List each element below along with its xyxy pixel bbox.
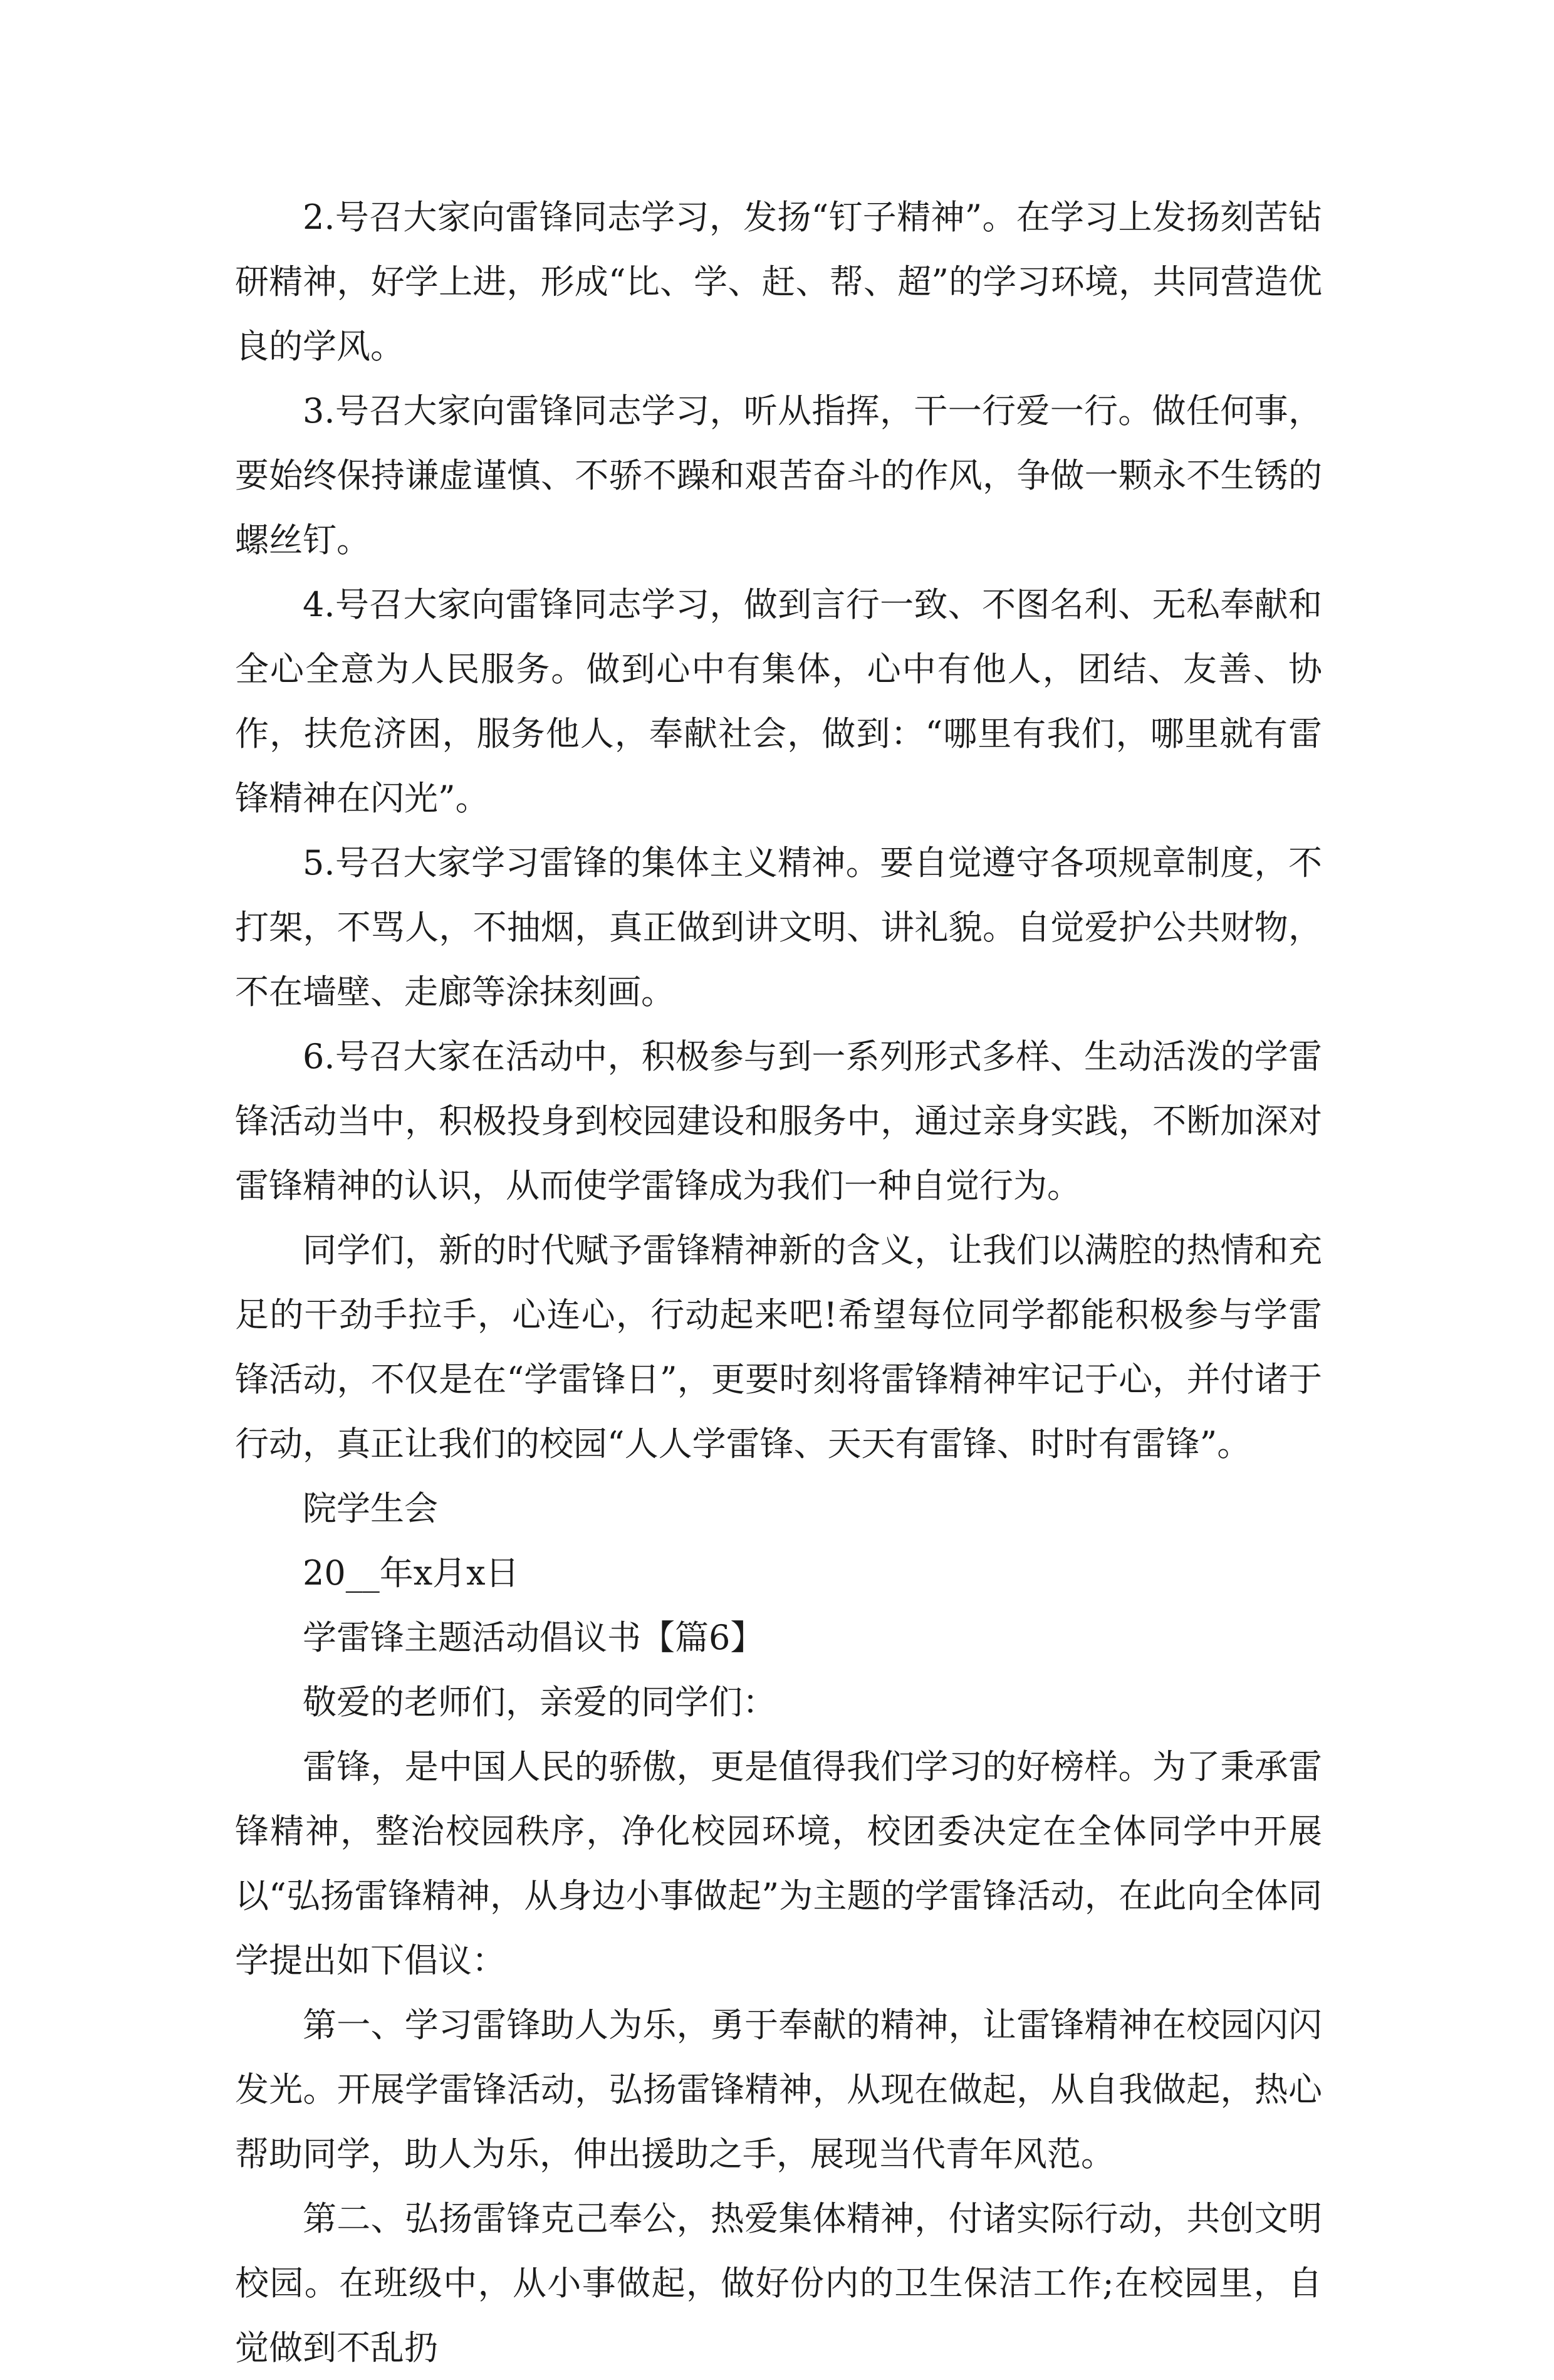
paragraph-item-2: 2.号召大家向雷锋同志学习，发扬“钉子精神”。在学习上发扬刻苦钻研精神，好学上进，形成“比、学、赶、帮、超”的学习环境，共同营造优良的学风。 [235, 197, 1322, 366]
signature-organization: 院学生会 [303, 1489, 438, 1528]
closing-paragraph: 同学们，新的时代赋予雷锋精神新的含义，让我们以满腔的热情和充足的干劲手拉手，心连心，行动起来吧!希望每位同学都能积极参与学雷锋活动，不仅是在“学雷锋日”，更要时刻将雷锋精神牢记于心，并付诸于行动，真正让我们的校园“人人学雷锋、天天有雷锋、时时有雷锋”。 [235, 1230, 1322, 1464]
proposal-second: 第二、弘扬雷锋克己奉公，热爱集体精神，付诸实际行动，共创文明校园。在班级中，从小事做起，做好份内的卫生保洁工作;在校园里，自觉做到不乱扔 [235, 2199, 1322, 2367]
paragraph-item-3: 3.号召大家向雷锋同志学习，听从指挥，干一行爱一行。做任何事，要始终保持谦虚谨慎、不骄不躁和艰苦奋斗的作风，争做一颗永不生锈的螺丝钉。 [235, 391, 1322, 560]
salutation: 敬爱的老师们，亲爱的同学们： [303, 1682, 776, 1722]
paragraph-item-5: 5.号召大家学习雷锋的集体主义精神。要自觉遵守各项规章制度，不打架，不骂人，不抽烟，真正做到讲文明、讲礼貌。自觉爱护公共财物，不在墙壁、走廊等涂抹刻画。 [235, 843, 1322, 1012]
proposal-first: 第一、学习雷锋助人为乐，勇于奉献的精神，让雷锋精神在校园闪闪发光。开展学雷锋活动，弘扬雷锋精神，从现在做起，从自我做起，热心帮助同学，助人为乐，伸出援助之手，展现当代青年风范。 [235, 2005, 1322, 2174]
paragraph-item-4: 4.号召大家向雷锋同志学习，做到言行一致、不图名利、无私奉献和全心全意为人民服务。做到心中有集体，心中有他人，团结、友善、协作，扶危济困，服务他人，奉献社会，做到：“哪里有我们，哪里就有雷锋精神在闪光”。 [235, 585, 1322, 818]
paragraph-item-6: 6.号召大家在活动中，积极参与到一系列形式多样、生动活泼的学雷锋活动当中，积极投身到校园建设和服务中，通过亲身实践，不断加深对雷锋精神的认识，从而使学雷锋成为我们一种自觉行为。 [235, 1037, 1322, 1205]
signature-date: 20__年x月x日 [303, 1553, 519, 1593]
section-title: 学雷锋主题活动倡议书【篇6】 [303, 1618, 764, 1657]
intro-paragraph: 雷锋，是中国人民的骄傲，更是值得我们学习的好榜样。为了秉承雷锋精神，整治校园秩序，净化校园环境，校团委决定在全体同学中开展以“弘扬雷锋精神，从身边小事做起”为主题的学雷锋活动，在此向全体同学提出如下倡议： [235, 1747, 1322, 1980]
document-body [235, 185, 1322, 2380]
